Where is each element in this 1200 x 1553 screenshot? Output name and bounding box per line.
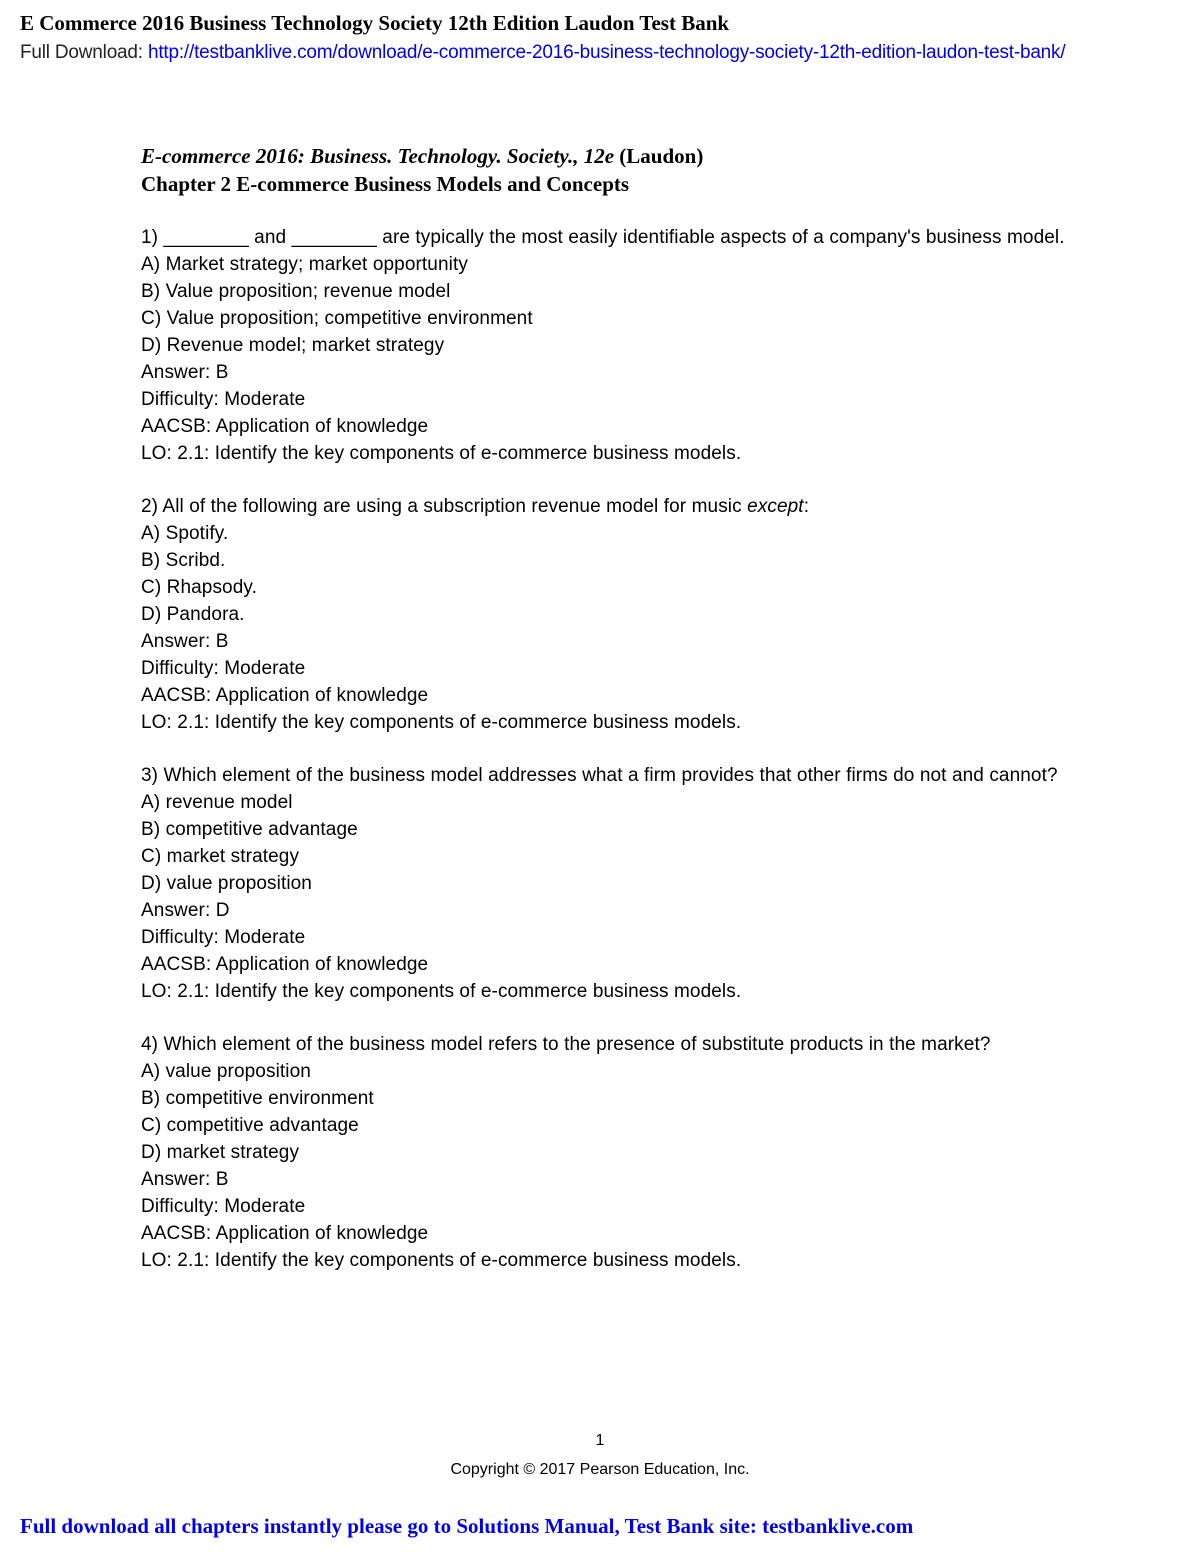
full-download-label: Full Download: [20,42,148,63]
answer-option: B) Value proposition; revenue model [141,281,451,302]
answer-option: B) competitive advantage [141,819,358,840]
download-link[interactable]: http://testbanklive.com/download/e-commerce-2016-business-technology-society-12th-edition-laudon-test-bank/ [147,42,1066,63]
learning-objective: LO: 2.1: Identify the key components of e-commerce business models. [141,443,742,464]
promo-banner[interactable]: Full download all chapters instantly please go to Solutions Manual, Test Bank site: testbanklive.com [20,1514,914,1538]
answer-option: D) Pandora. [141,604,245,625]
answer-key: Answer: B [141,1169,229,1190]
answer-key: Answer: D [141,900,230,921]
question-stem-suffix: : [803,496,810,517]
book-title-italic: E-commerce 2016: Business. Technology. Society., 12e [141,144,615,168]
difficulty-label: Difficulty: Moderate [141,927,306,948]
book-title [141,142,1081,170]
question-block [141,762,1081,1005]
document-body [141,142,1081,1274]
copyright-notice: Copyright © 2017 Pearson Education, Inc. [450,1461,750,1478]
answer-option: D) Revenue model; market strategy [141,335,445,356]
full-download-line [20,38,1188,68]
question-list [141,224,1081,1274]
question-stem-text: 2) All of the following are using a subscription revenue model for music [141,496,748,517]
aacsb-label: AACSB: Application of knowledge [141,1223,429,1244]
answer-key: Answer: B [141,631,229,652]
answer-option: B) competitive environment [141,1088,374,1109]
answer-option: A) value proposition [141,1061,311,1082]
aacsb-label: AACSB: Application of knowledge [141,685,429,706]
question-stem-text: 4) Which element of the business model refers to the presence of substitute products in the market? [141,1034,991,1055]
question-stem-text: 3) Which element of the business model addresses what a firm provides that other firms do not and cannot? [141,765,1058,786]
answer-option: C) market strategy [141,846,300,867]
aacsb-label: AACSB: Application of knowledge [141,954,429,975]
aacsb-label: AACSB: Application of knowledge [141,416,429,437]
question-stem [141,762,1081,789]
question-block [141,224,1081,467]
question-block [141,493,1081,736]
learning-objective: LO: 2.1: Identify the key components of e-commerce business models. [141,712,742,733]
chapter-title: Chapter 2 E-commerce Business Models and Concepts [141,172,630,196]
answer-option: D) value proposition [141,873,312,894]
answer-key: Answer: B [141,362,229,383]
question-stem [141,1031,1081,1058]
answer-option: A) revenue model [141,792,293,813]
answer-option: D) market strategy [141,1142,300,1163]
difficulty-label: Difficulty: Moderate [141,658,306,679]
difficulty-label: Difficulty: Moderate [141,389,306,410]
answer-option: C) competitive advantage [141,1115,359,1136]
document-header-title: E Commerce 2016 Business Technology Society 12th Edition Laudon Test Bank [20,11,730,35]
question-stem [141,493,1081,520]
answer-option: C) Value proposition; competitive environment [141,308,533,329]
page-number: 1 [595,1432,605,1449]
question-stem [141,224,1081,251]
difficulty-label: Difficulty: Moderate [141,1196,306,1217]
question-stem-text: 1) ________ and ________ are typically the most easily identifiable aspects of a company's business model. [141,227,1065,248]
learning-objective: LO: 2.1: Identify the key components of e-commerce business models. [141,1250,742,1271]
book-title-author: (Laudon) [614,144,704,168]
page-header [20,8,1188,68]
question-block [141,1031,1081,1274]
answer-option: A) Spotify. [141,523,229,544]
answer-option: A) Market strategy; market opportunity [141,254,468,275]
question-stem-emphasis: except [747,496,804,517]
learning-objective: LO: 2.1: Identify the key components of e-commerce business models. [141,981,742,1002]
answer-option: C) Rhapsody. [141,577,257,598]
answer-option: B) Scribd. [141,550,226,571]
